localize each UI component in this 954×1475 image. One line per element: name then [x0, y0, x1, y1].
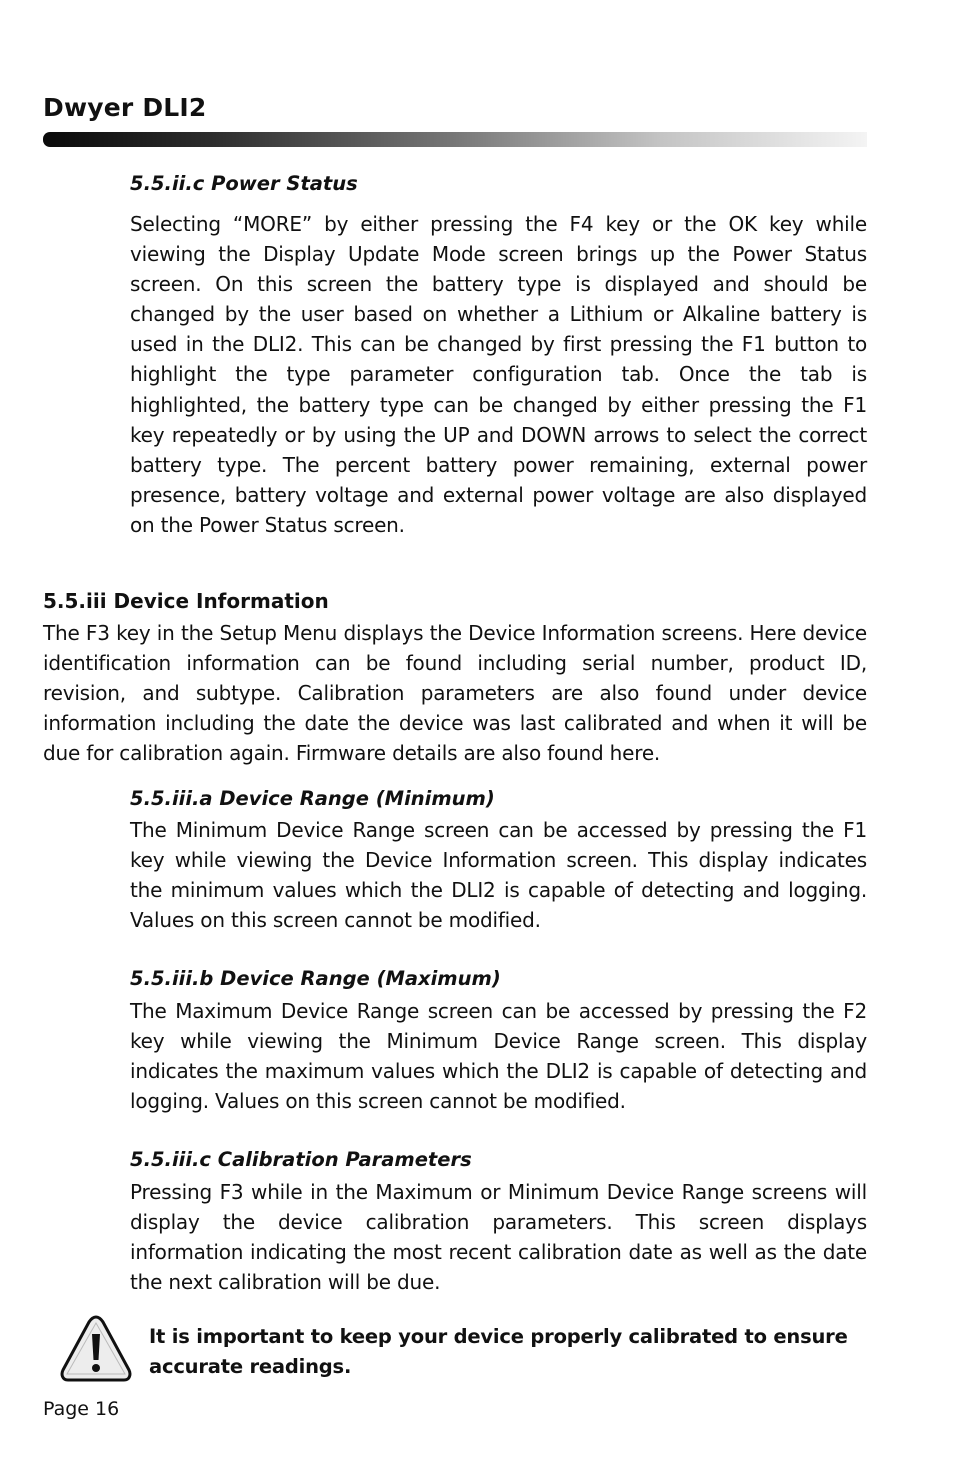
header-gradient-bar [43, 132, 867, 147]
warning-triangle-icon [60, 1314, 132, 1384]
device-information-heading: 5.5.iii Device Information [43, 589, 329, 613]
power-status-body: Selecting “MORE” by either pressing the F4 key or the OK key while viewing the Display Update Mode screen brings up the Power Status screen. On this screen the battery type is displayed and should be changed by the user based on whether a Lithium or Alkaline battery is used in the DLI2. This can be changed by first pressing the F1 button to highlight the type parameter configuration tab. Once the tab is highlighted, the battery type can be changed by either pressing the F1 key repeatedly or by using the UP and DOWN arrows to select the correct battery type. The percent battery power remaining, external power presence, battery voltage and external power voltage are also displayed on the Power Status screen. [130, 212, 867, 537]
device-information-body: The F3 key in the Setup Menu displays the Device Information screens. Here device identification information can be found including serial number, product ID, revision, and subtype. Calibration parameters are also found under device information including the date the device was last calibrated and when it will be due for calibration again. Firmware details are also found here. [43, 621, 867, 766]
range-minimum-body: The Minimum Device Range screen can be accessed by pressing the F1 key while viewing the Device Information screen. This display indicates the minimum values which the DLI2 is capable of detecting and logging. Values on this screen cannot be modified. [130, 818, 867, 933]
page-number: Page 16 [43, 1398, 120, 1420]
range-maximum-heading: 5.5.iii.b Device Range (Maximum) [130, 967, 501, 990]
calibration-body: Pressing F3 while in the Maximum or Minimum Device Range screens will display the device calibration parameters. This screen displays information indicating the most recent calibration date as well as the date the next calibration will be due. [130, 1180, 867, 1295]
range-minimum-heading: 5.5.iii.a Device Range (Minimum) [130, 787, 495, 810]
power-status-heading: 5.5.ii.c Power Status [130, 172, 358, 195]
page-header-title: Dwyer DLI2 [43, 93, 207, 122]
calibration-warning-text: It is important to keep your device properly calibrated to ensure accurate readings. [149, 1325, 848, 1378]
calibration-heading: 5.5.iii.c Calibration Parameters [130, 1148, 472, 1171]
range-maximum-body: The Maximum Device Range screen can be accessed by pressing the F2 key while viewing the Minimum Device Range screen. This display indicates the maximum values which the DLI2 is capable of detecting and logging. Values on this screen cannot be modified. [130, 999, 867, 1114]
